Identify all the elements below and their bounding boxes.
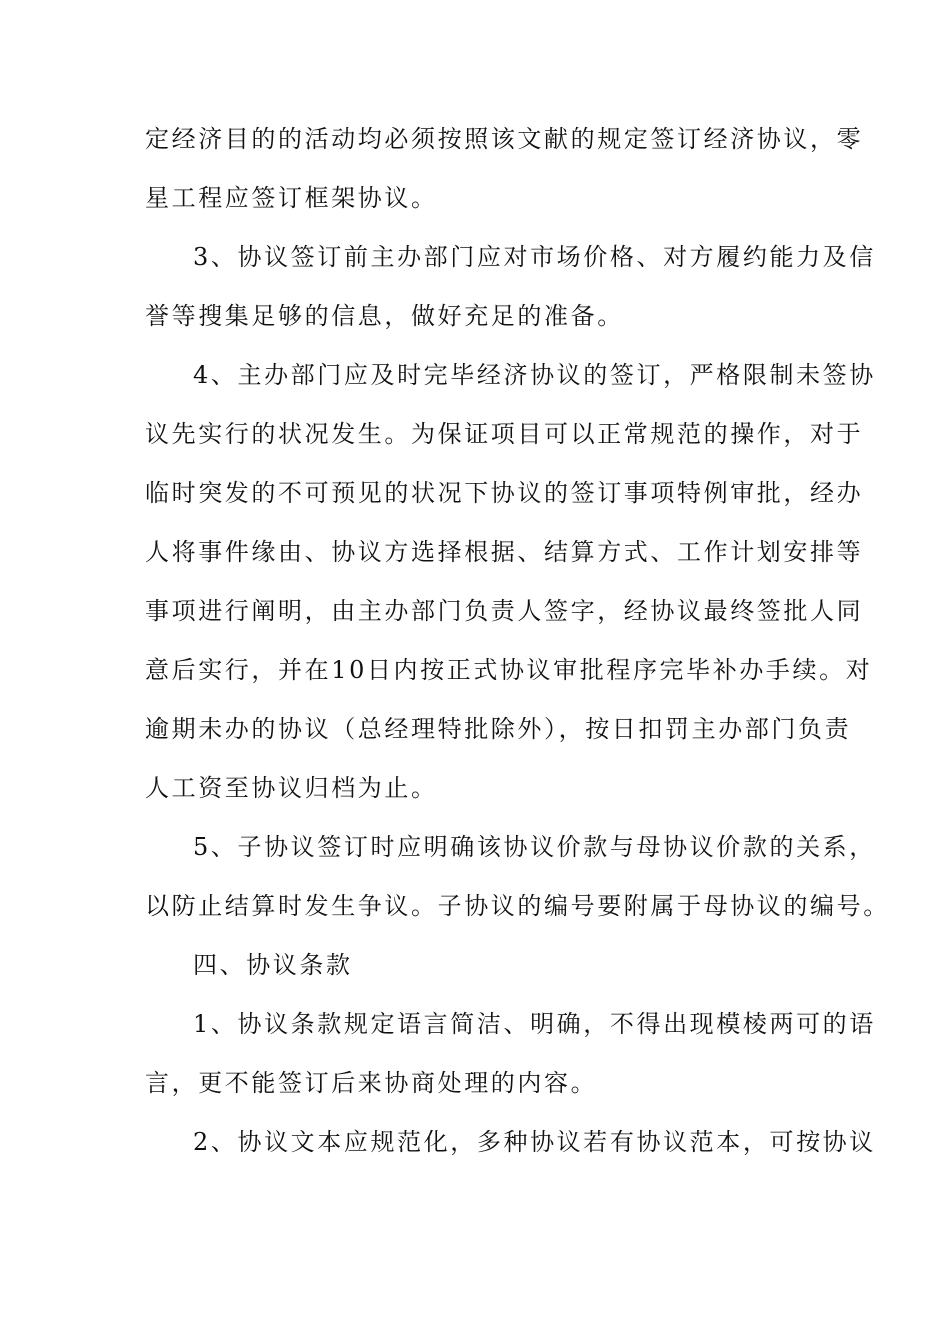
text-line: 誉等搜集足够的信息，做好充足的准备。 <box>145 302 624 330</box>
text-line: 议先实行的状况发生。为保证项目可以正常规范的操作，对于 <box>145 420 864 448</box>
text-line: 定经济目的的活动均必须按照该文献的规定签订经济协议，零 <box>145 125 864 153</box>
text-line: 1、协议条款规定语言简洁、明确，不得出现模棱两可的语 <box>193 1010 876 1038</box>
text-line: 逾期未办的协议（总经理特批除外），按日扣罚主办部门负责 <box>145 715 852 743</box>
text-line: 3、协议签订前主办部门应对市场价格、对方履约能力及信 <box>193 243 876 271</box>
text-line: 2、协议文本应规范化，多种协议若有协议范本，可按协议 <box>193 1128 876 1156</box>
text-line: 以防止结算时发生争议。子协议的编号要附属于母协议的编号。 <box>145 892 890 920</box>
text-line: 意后实行，并在10日内按正式协议审批程序完毕补办手续。对 <box>145 656 873 684</box>
text-line: 事项进行阐明，由主办部门负责人签字，经协议最终签批人同 <box>145 597 864 625</box>
section-heading: 四、协议条款 <box>193 951 353 979</box>
text-line: 人将事件缘由、协议方选择根据、结算方式、工作计划安排等 <box>145 538 864 566</box>
text-line: 星工程应签订框架协议。 <box>145 184 438 212</box>
text-line: 临时突发的不可预见的状况下协议的签订事项特例审批，经办 <box>145 479 864 507</box>
text-line: 5、子协议签订时应明确该协议价款与母协议价款的关系， <box>193 833 876 861</box>
text-line: 言，更不能签订后来协商处理的内容。 <box>145 1069 598 1097</box>
text-line: 人工资至协议归档为止。 <box>145 774 438 802</box>
text-line: 4、主办部门应及时完毕经济协议的签订，严格限制未签协 <box>193 361 876 389</box>
